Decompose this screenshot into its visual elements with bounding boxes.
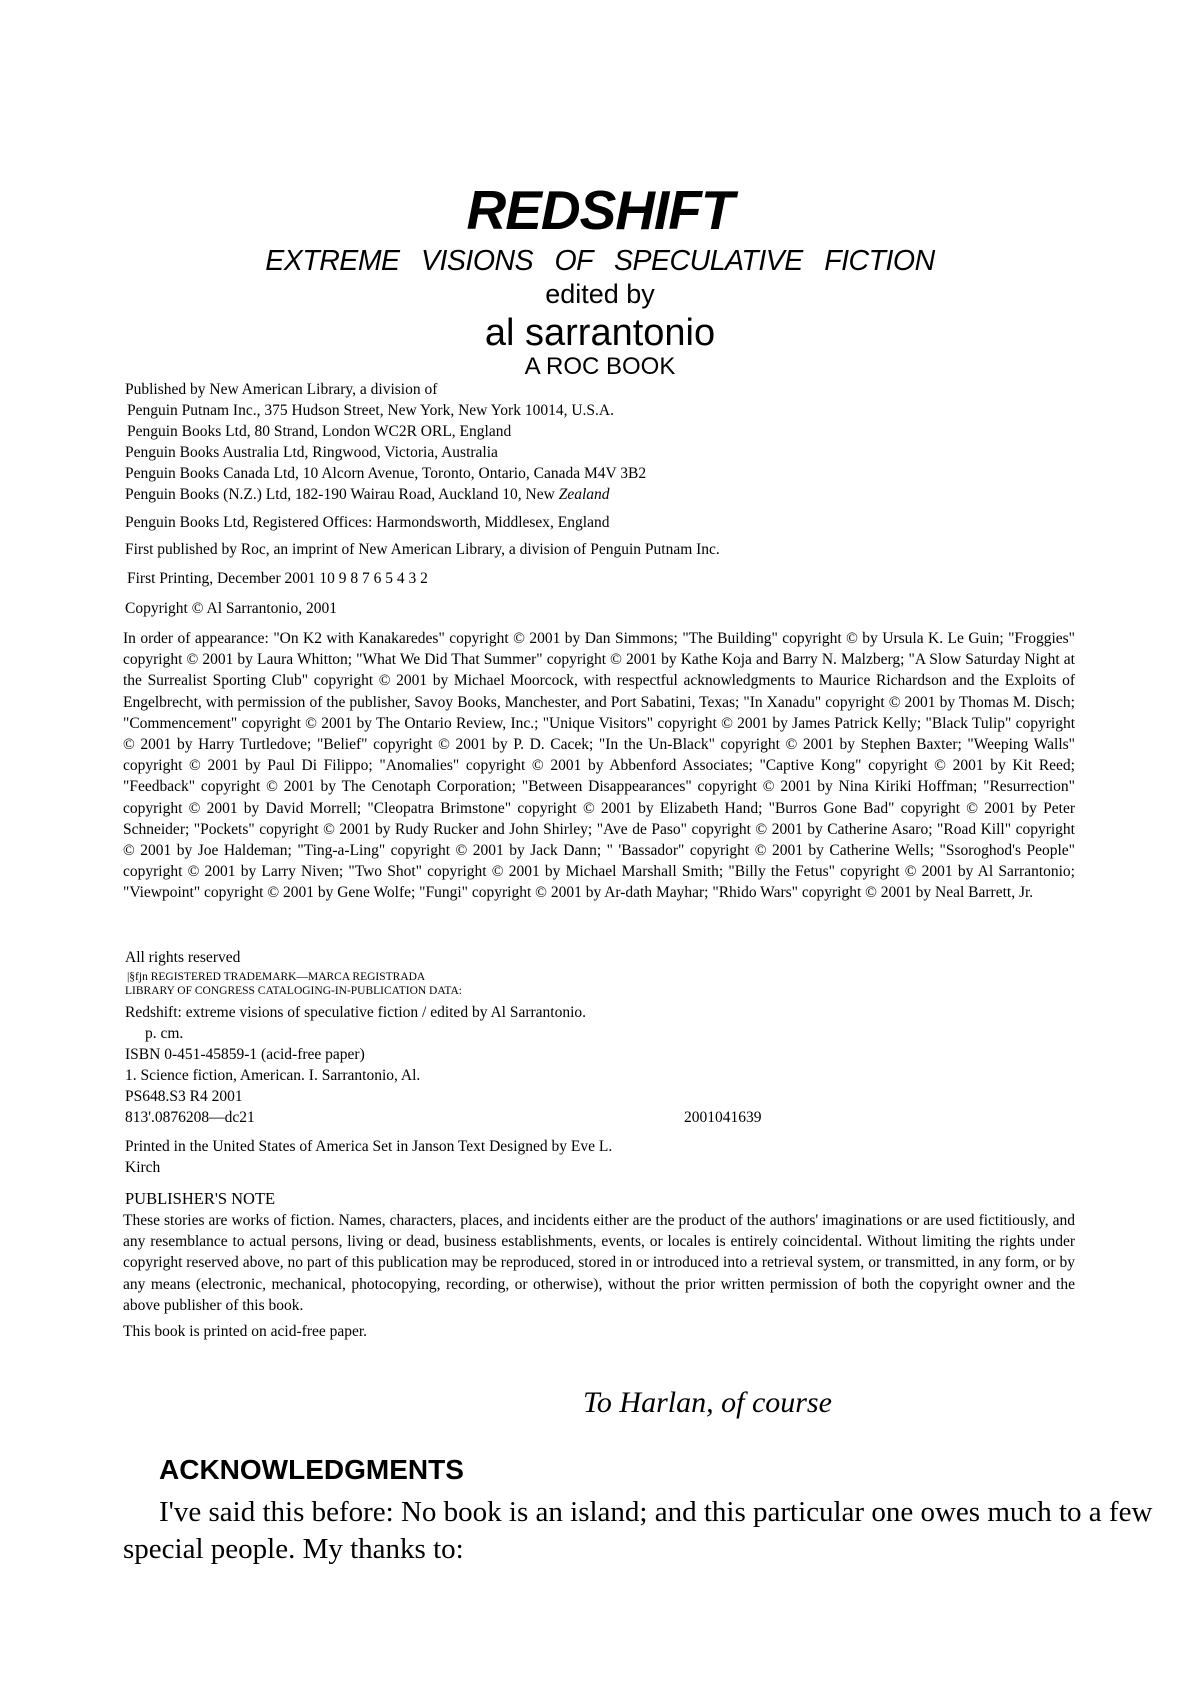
story-copyrights: In order of appearance: "On K2 with Kanakaredes" copyright © 2001 by Dan Simmons; "The Building" copyright © by Ursula K. Le Guin; "Froggies" copyright © 2001 by Laura Whitton; "What We Did That Summer" copyright © 2001 by Kathe Koja and Barry N. Malzberg; "A Slow Saturday Night at the Surrealist Sporting Club" copyright © 2001 by Michael Moorcock, with respectful acknowledgments to Maurice Richardson and the Exploits of Engelbrecht, with permission of the publisher, Savoy Books, Manchester, and Port Sabatini, Texas; "In Xanadu" copyright © 2001 by Thomas M. Disch; "Commencement" copyright © 2001 by The Ontario Review, Inc.; "Unique Visitors" copyright © 2001 by James Patrick Kelly; "Black Tulip" copyright © 2001 by Harry Turtledove; "Belief" copyright © 2001 by P. D. Cacek; "In the Un-Black" copyright © 2001 by Stephen Baxter; "Weeping Walls" copyright © 2001 by Paul Di Filippo; "Anomalies" copyright © 2001 by Abbenford Associates; "Captive Kong" copyright © 2001 by Kit Reed; "Feedback" copyright © 2001 by The Cenotaph Corporation; "Between Disappearances" copyright © 2001 by Nina Kiriki Hoffman; "Resurrection" copyright © 2001 by David Morrell; "Cleopatra Brimstone" copyright © 2001 by Elizabeth Hand; "Burros Gone Bad" copyright © 2001 by Peter Schneider; "Pockets" copyright © 2001 by Rudy Rucker and John Shirley; "Ave de Paso" copyright © 2001 by Catherine Asaro; "Road Kill" copyright © 2001 by Joe Haldeman; "Ting-a-Ling" copyright © 2001 by Jack Dann; " 'Bassador" copyright © 2001 by Catherine Wells; "Ssoroghod's People" copyright © 2001 by Larry Niven; "Two Shot" copyright © 2001 by Michael Marshall Smith; "Billy the Fetus" copyright © 2001 by Al Sarrantonio; "Viewpoint" copyright © 2001 by Gene Wolfe; "Fungi" copyright © 2001 by Ar-dath Mayhar; "Rhido Wars" copyright © 2001 by Neal Barrett, Jr.	[123, 630, 1075, 902]
publisher-line: Penguin Books (N.Z.) Ltd, 182-190 Wairau Road, Auckland 10, New Zealand	[125, 486, 610, 503]
acid-free-note: This book is printed on acid-free paper.	[123, 1323, 368, 1340]
cip-line: PS648.S3 R4 2001	[125, 1088, 243, 1105]
publishers-note-heading: PUBLISHER'S NOTE	[125, 1189, 276, 1208]
dedication: To Harlan, of course	[583, 1386, 832, 1419]
cip-line: 813'.0876208—dc21	[125, 1109, 255, 1126]
printed-in-cont: Kirch	[125, 1159, 161, 1176]
all-rights-reserved: All rights reserved	[125, 949, 241, 966]
publishers-note: These stories are works of fiction. Names, characters, places, and incidents either are the product of the authors' imaginations or are used fictitiously, and any resemblance to actual persons, living or dead, business establishments, events, or locales is entirely coincidental. Without limiting the rights under copyright reserved above, no part of this publication may be reproduced, stored in or introduced into a retrieval system, or transmitted, in any form, or by any means (electronic, mechanical, photocopying, recording, or otherwise), without the prior written permission of both the copyright owner and the above publisher of this book.	[123, 1212, 1075, 1314]
printed-in: Printed in the United States of America Set in Janson Text Designed by Eve L.	[125, 1138, 613, 1155]
copyright-line: Copyright © Al Sarrantonio, 2001	[125, 600, 337, 617]
registered-offices: Penguin Books Ltd, Registered Offices: Harmondsworth, Middlesex, England	[125, 514, 610, 531]
cip-line: ISBN 0-451-45859-1 (acid-free paper)	[125, 1046, 365, 1063]
publisher-line: Penguin Books Ltd, 80 Strand, London WC2R ORL, England	[127, 423, 512, 440]
publisher-line: Penguin Putnam Inc., 375 Hudson Street, New York, New York 10014, U.S.A.	[127, 402, 614, 419]
publisher-line: Penguin Books Canada Ltd, 10 Alcorn Avenue, Toronto, Ontario, Canada M4V 3B2	[125, 465, 647, 482]
acknowledgments-text: I've said this before: No book is an island; and this particular one owes much to a few special people. My thanks to:	[123, 1496, 1153, 1565]
first-printing: First Printing, December 2001 10 9 8 7 6 5 4 3 2	[127, 570, 428, 587]
editor-name: al sarrantonio	[484, 312, 716, 354]
book-title: REDSHIFT	[466, 179, 734, 241]
publisher-line: Penguin Books Australia Ltd, Ringwood, Victoria, Australia	[125, 444, 498, 461]
acknowledgments-heading: ACKNOWLEDGMENTS	[159, 1454, 464, 1485]
lccn-number: 2001041639	[684, 1109, 762, 1126]
cip-line: 1. Science fiction, American. I. Sarrantonio, Al.	[125, 1067, 421, 1084]
cip-line: p. cm.	[145, 1025, 184, 1042]
edited-by-label: edited by	[545, 279, 655, 309]
cip-line: Redshift: extreme visions of speculative fiction / edited by Al Sarrantonio.	[125, 1004, 587, 1021]
first-published: First published by Roc, an imprint of New American Library, a division of Penguin Putnam Inc.	[125, 541, 720, 558]
cip-heading: LIBRARY OF CONGRESS CATALOGING-IN-PUBLICATION DATA:	[125, 985, 462, 997]
trademark-line: |§fjn REGISTERED TRADEMARK—MARCA REGISTRADA	[127, 971, 426, 983]
imprint-label: A ROC BOOK	[524, 353, 676, 380]
publisher-line: Published by New American Library, a division of	[125, 381, 438, 398]
book-subtitle: EXTREME VISIONS OF SPECULATIVE FICTION	[265, 245, 935, 277]
